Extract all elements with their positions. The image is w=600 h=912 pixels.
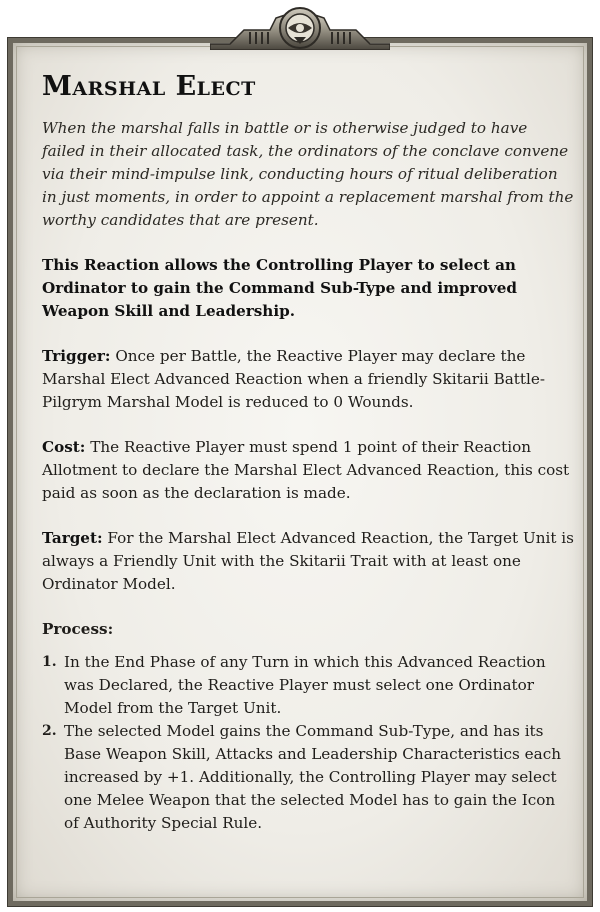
- trigger-text: Once per Battle, the Reactive Player may declare the Marshal Elect Advanced Reaction when a friendly Skitarii Battle-Pilgrym Marshal Model is reduced to 0 Wounds.: [42, 347, 545, 411]
- process-step: [42, 651, 574, 720]
- step-text: The selected Model gains the Command Sub-Type, and has its Base Weapon Skill, Attacks and Leadership Characteristics each increased by +1. Additionally, the Controlling Player may select one Melee Weapon that the selected Model has to gain the Icon of Authority Special Rule.: [64, 722, 562, 832]
- step-number: 2.: [42, 723, 57, 739]
- mechanicus-eye-crest-icon: [210, 0, 390, 50]
- trigger-label: Trigger:: [42, 347, 111, 365]
- trigger-rule: [42, 345, 574, 414]
- step-text: In the End Phase of any Turn in which this Advanced Reaction was Declared, the Reactive Player must select one Ordinator Model from the Target Unit.: [64, 653, 546, 717]
- step-number: 1.: [42, 654, 57, 670]
- target-text: For the Marshal Elect Advanced Reaction, the Target Unit is always a Friendly Unit with the Skitarii Trait with at least one Ordinator Model.: [42, 529, 574, 593]
- cost-label: Cost:: [42, 438, 86, 456]
- card-title: Marshal Elect: [42, 71, 256, 102]
- flavour-text: When the marshal falls in battle or is otherwise judged to have failed in their allocated task, the ordinators of the conclave convene via their mind-impulse link, conducting hours of ritual deliberation in just moments, in order to appoint a replacement marshal from the worthy candidates that are present.: [42, 119, 574, 229]
- cost-text: The Reactive Player must spend 1 point of their Reaction Allotment to declare the Marshal Elect Advanced Reaction, this cost paid as soon as the declaration is made.: [42, 438, 570, 502]
- process-step: [42, 720, 574, 835]
- summary-text: This Reaction allows the Controlling Player to select an Ordinator to gain the Command Sub-Type and improved Weapon Skill and Leadership.: [42, 256, 518, 320]
- target-rule: [42, 527, 574, 596]
- process-label: Process:: [42, 620, 114, 638]
- rule-card: [8, 38, 592, 906]
- target-label: Target:: [42, 529, 103, 547]
- cost-rule: [42, 436, 574, 505]
- card-content: [42, 71, 574, 835]
- process-steps: [42, 651, 574, 835]
